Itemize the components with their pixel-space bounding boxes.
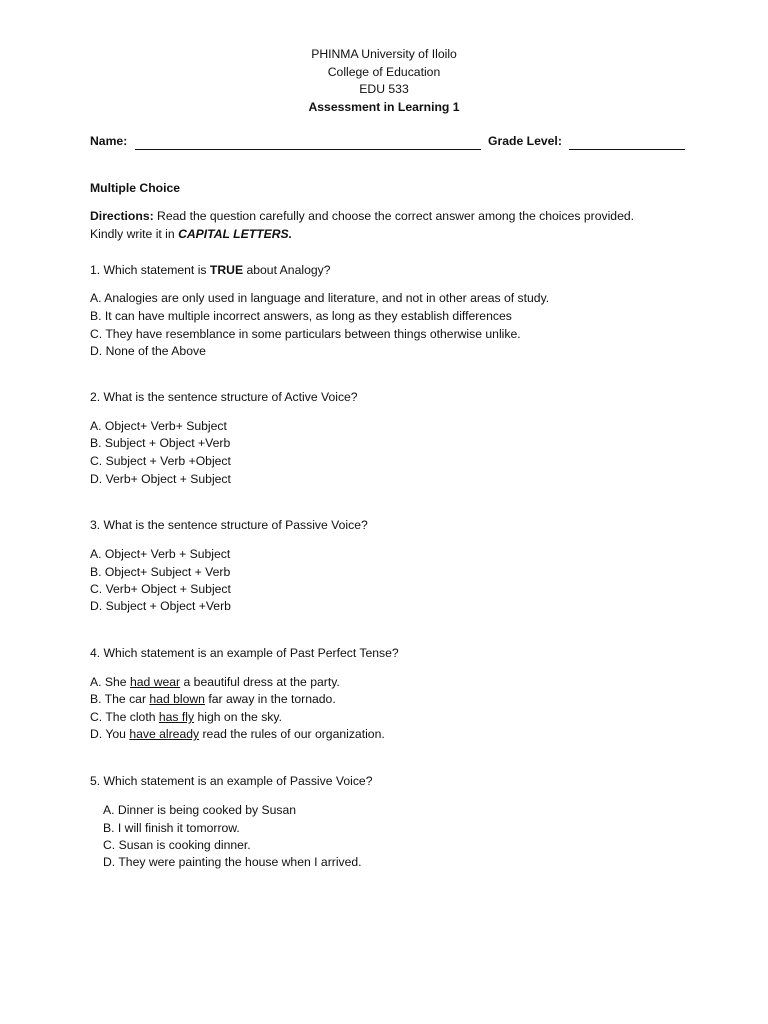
q5-choice-c: C. Susan is cooking dinner. [103,838,251,852]
q4-choice-c [90,709,282,727]
q1-choice-a: A. Analogies are only used in language and literature, and not in other areas of study. [90,291,550,305]
q4-choice-a [90,674,340,692]
q1-prefix: 1. Which statement is [90,263,210,277]
question-2: 2. What is the sentence structure of Active Voice? [90,390,358,404]
q2-choice-d: D. Verb+ Object + Subject [90,472,231,486]
q5-choice-b: B. I will finish it tomorrow. [103,821,240,835]
directions-emphasis: CAPITAL LETTERS. [178,227,293,241]
q1-choice-d: D. None of the Above [90,344,206,358]
q5-choice-a: A. Dinner is being cooked by Susan [103,803,297,817]
q1-choice-b: B. It can have multiple incorrect answers, as long as they establish differences [90,309,512,323]
q3-choice-b: B. Object+ Subject + Verb [90,565,231,579]
q2-choice-c: C. Subject + Verb +Object [90,454,231,468]
q3-choice-a: A. Object+ Verb + Subject [90,547,231,561]
q4-choice-b-pre: B. The car [90,692,150,706]
q4-choice-a-pre: A. She [90,675,130,689]
directions-label: Directions: [90,209,154,223]
q5-choice-d: D. They were painting the house when I arrived. [103,855,362,869]
q4-choice-b-post: far away in the tornado. [204,692,336,706]
directions-text: Read the question carefully and choose the correct answer among the choices provided. [153,209,635,223]
q4-choice-a-post: a beautiful dress at the party. [180,675,340,689]
q4-choice-d-post: read the rules of our organization. [199,727,385,741]
name-field[interactable] [135,135,481,150]
name-grade-row [90,133,685,151]
q4-choice-a-underlined: had wear [129,675,181,689]
name-label: Name: [90,134,128,148]
q1-emphasis: TRUE [209,263,244,277]
q1-choice-c: C. They have resemblance in some particulars between things otherwise unlike. [90,327,521,341]
q4-choice-d-underlined: have already [129,727,200,741]
q1-suffix: about Analogy? [243,263,331,277]
grade-level-field[interactable] [569,135,685,150]
question-4: 4. Which statement is an example of Past Perfect Tense? [90,646,399,660]
document-header [0,46,768,116]
course-code: EDU 533 [359,82,409,97]
q3-choice-c: C. Verb+ Object + Subject [90,582,231,596]
university-name: PHINMA University of Iloilo [311,47,457,61]
q4-choice-c-post: high on the sky. [194,710,282,724]
grade-level-label: Grade Level: [488,134,562,148]
q4-choice-b [90,691,336,709]
q4-choice-c-pre: C. The cloth [90,710,159,724]
directions-line-1 [90,208,634,226]
directions-prefix: Kindly write it in [90,227,179,241]
assessment-title: Assessment in Learning 1 [308,99,460,114]
question-3: 3. What is the sentence structure of Passive Voice? [90,518,368,532]
q3-choice-d: D. Subject + Object +Verb [90,599,231,613]
directions-line-2 [90,226,292,244]
question-5: 5. Which statement is an example of Passive Voice? [90,774,373,788]
q4-choice-c-underlined: has fly [158,710,195,724]
q4-choice-d-pre: D. You [90,727,130,741]
q4-choice-d [90,726,385,744]
q4-choice-b-underlined: had blown [149,692,205,706]
section-title: Multiple Choice [90,181,181,195]
q2-choice-a: A. Object+ Verb+ Subject [90,419,227,433]
college-name: College of Education [327,64,441,79]
q2-choice-b: B. Subject + Object +Verb [90,436,231,450]
question-1 [90,262,331,280]
